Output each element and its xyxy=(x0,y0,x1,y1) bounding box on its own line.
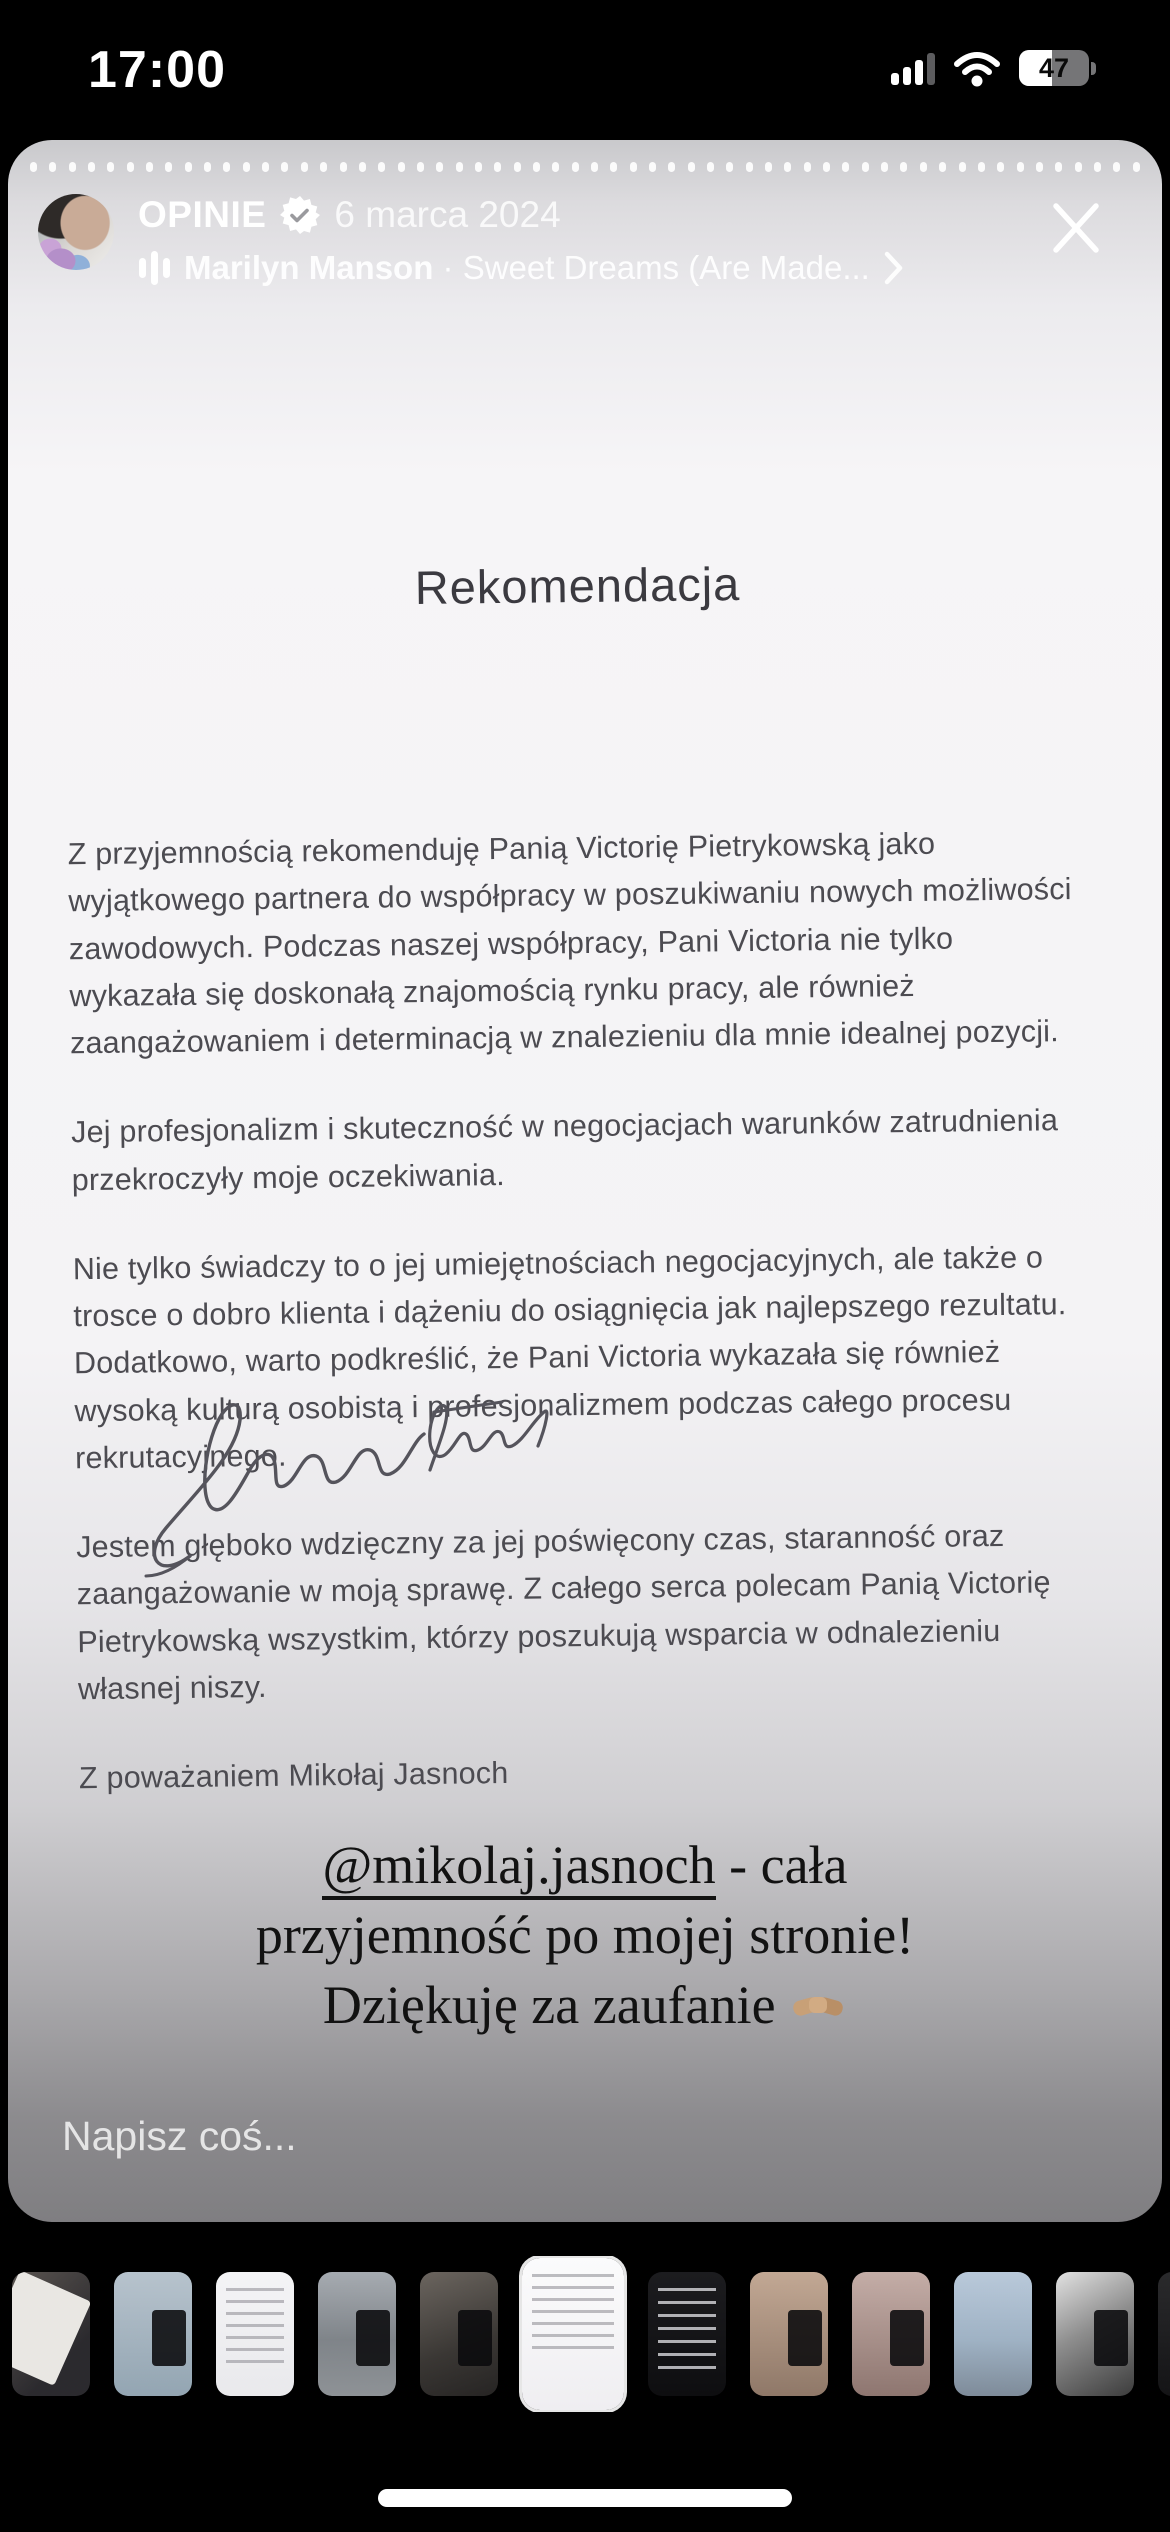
story-thumbnail[interactable] xyxy=(420,2272,498,2396)
handwritten-signature xyxy=(94,1350,564,1580)
story-thumbnail[interactable] xyxy=(1158,2272,1170,2396)
story-thumbnail[interactable] xyxy=(522,2258,624,2410)
story-thumbnail[interactable] xyxy=(852,2272,930,2396)
home-indicator[interactable] xyxy=(378,2489,792,2507)
letter-paragraph: Jestem głęboko wdzięczny za jej poświęcony czas, staranność oraz zaangażowanie w moją sprawę. Z całego serca polecam Panią Victorię Pietrykowską wszystkim, którzy poszukują wsparcia w odnalezieniu własnej niszy. xyxy=(76,1519,1051,1707)
wifi-icon xyxy=(951,48,1003,88)
music-artist: Marilyn Manson xyxy=(184,249,434,286)
chevron-right-icon xyxy=(882,249,906,287)
avatar[interactable] xyxy=(38,194,114,270)
close-icon[interactable] xyxy=(1046,198,1106,258)
letter-signoff: Z poważaniem Mikołaj Jasnoch xyxy=(78,1756,509,1796)
reply-input[interactable]: Napisz coś... xyxy=(62,2113,297,2159)
story-thumbnail[interactable] xyxy=(114,2272,192,2396)
music-separator: · xyxy=(442,249,454,286)
clock: 17:00 xyxy=(88,41,226,99)
verified-badge-icon xyxy=(280,195,320,235)
story-progress-bar xyxy=(30,162,1140,172)
mention-link[interactable]: @mikolaj.jasnoch xyxy=(322,1835,715,1900)
username[interactable]: OPINIE xyxy=(138,194,267,235)
letter-paragraph: Jej profesjonalizm i skuteczność w negocjacjach warunków zatrudnienia przekroczyły moje oczekiwania. xyxy=(70,1103,1059,1197)
caption-text: przyjemność po mojej stronie! xyxy=(255,1905,915,1966)
status-bar xyxy=(0,0,1170,140)
letter-title: Rekomendacja xyxy=(414,557,741,615)
caption-text: Dziękuję za zaufanie xyxy=(322,1975,776,2036)
story-header xyxy=(34,192,1136,312)
battery-icon xyxy=(1019,50,1089,86)
story-thumbnail[interactable] xyxy=(1056,2272,1134,2396)
battery-percent: 47 xyxy=(1038,52,1070,83)
cellular-signal-icon xyxy=(891,51,935,85)
story-date: 6 marca 2024 xyxy=(334,194,561,235)
story-thumbnail[interactable] xyxy=(648,2272,726,2396)
story-thumbnails xyxy=(12,2256,1170,2412)
story-thumbnail[interactable] xyxy=(216,2272,294,2396)
story-thumbnail[interactable] xyxy=(318,2272,396,2396)
story-thumbnail[interactable] xyxy=(750,2272,828,2396)
story-caption xyxy=(8,1830,1162,2041)
music-title: Sweet Dreams (Are Made... xyxy=(462,249,870,286)
handshake-icon xyxy=(789,1983,847,2029)
music-attribution[interactable] xyxy=(138,248,906,288)
recommendation-letter xyxy=(8,551,1162,1846)
letter-paragraph: Z przyjemnością rekomenduję Panią Victorię Pietrykowską jako wyjątkowego partnera do współpracy w poszukiwaniu nowych możliwości zawodowych. Podczas naszej współpracy, Pani Victoria nie tylko wykazała się doskonałą znajomością rynku pracy, ale również zaangażowaniem i determinacją w znalezieniu dla mnie idealnej pozycji. xyxy=(67,826,1072,1061)
caption-text: - cała xyxy=(715,1835,848,1895)
story-thumbnail[interactable] xyxy=(12,2272,90,2396)
story-thumbnail[interactable] xyxy=(954,2272,1032,2396)
music-equalizer-icon xyxy=(138,248,172,288)
letter-paragraph: Nie tylko świadczy to o jej umiejętnościach negocjacyjnych, ale także o trosce o dobro klienta i dążeniu do osiągnięcia jak najlepszego rezultatu. Dodatkowo, warto podkreślić, że Pani Victoria wykazała się również wysoką kulturą osobistą i profesjonalizmem podczas całego procesu rekrutacyjnego. xyxy=(72,1240,1067,1476)
story-card[interactable] xyxy=(8,140,1162,2222)
